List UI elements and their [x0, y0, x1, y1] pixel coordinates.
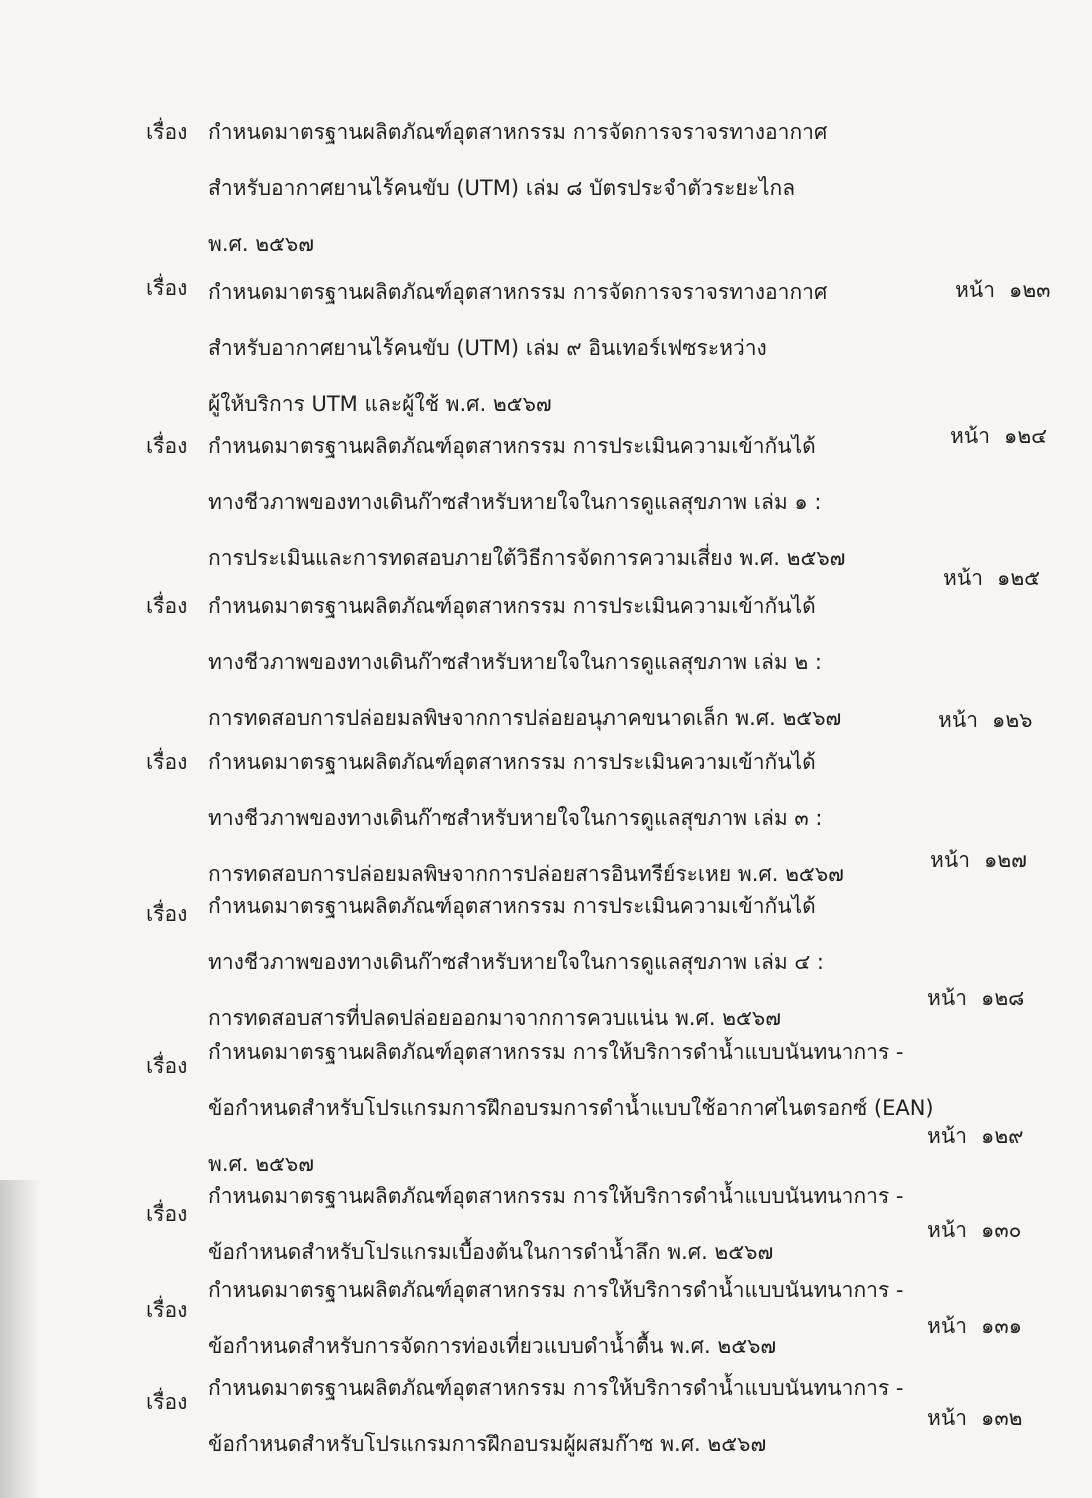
entry-label: เรื่อง	[146, 1054, 188, 1078]
page-label: หน้า	[927, 1314, 967, 1338]
page-reference	[955, 276, 1051, 304]
entry-title-line: ทางชีวภาพของทางเดินก๊าซสำหรับหายใจในการดูแลสุขภาพ เล่ม ๒ :	[208, 650, 822, 674]
page-reference	[938, 706, 1033, 734]
entry-title-line: กำหนดมาตรฐานผลิตภัณฑ์อุตสาหกรรม การให้บริการดำน้ำแบบนันทนาการ -	[208, 1278, 904, 1302]
page-label: หน้า	[927, 986, 967, 1010]
page-label: หน้า	[955, 278, 995, 302]
page-number: ๑๓๐	[981, 1218, 1022, 1242]
page-number: ๑๒๔	[1004, 424, 1048, 448]
page-label: หน้า	[938, 708, 978, 732]
entry-title-line: กำหนดมาตรฐานผลิตภัณฑ์อุตสาหกรรม การจัดการจราจรทางอากาศ	[208, 120, 828, 144]
entry-title-line: ข้อกำหนดสำหรับโปรแกรมการฝึกอบรมการดำน้ำแบบใช้อากาศไนตรอกซ์ (EAN)	[208, 1096, 934, 1120]
entry-title-line: สำหรับอากาศยานไร้คนขับ (UTM) เล่ม ๙ อินเทอร์เฟซระหว่าง	[208, 336, 767, 360]
page-reference	[927, 1312, 1022, 1340]
entry-title-line: ข้อกำหนดสำหรับโปรแกรมเบื้องต้นในการดำน้ำลึก พ.ศ. ๒๕๖๗	[208, 1240, 774, 1264]
entry-label: เรื่อง	[146, 594, 188, 618]
entry-title-line: ข้อกำหนดสำหรับการจัดการท่องเที่ยวแบบดำน้ำตื้น พ.ศ. ๒๕๖๗	[208, 1334, 777, 1358]
entry-title	[208, 592, 928, 760]
entry-title-line: พ.ศ. ๒๕๖๗	[208, 1152, 315, 1176]
entry-title-line: พ.ศ. ๒๕๖๗	[208, 232, 315, 256]
page-label: หน้า	[927, 1218, 967, 1242]
page-number: ๑๒๕	[997, 566, 1041, 590]
entry-title-line: กำหนดมาตรฐานผลิตภัณฑ์อุตสาหกรรม การประเมินความเข้ากันได้	[208, 750, 816, 774]
entry-title	[208, 1276, 928, 1388]
page-reference	[950, 422, 1047, 450]
entry-title-line: การทดสอบการปล่อยมลพิษจากการปล่อยสารอินทรีย์ระเหย พ.ศ. ๒๕๖๗	[208, 862, 844, 886]
entry-label: เรื่อง	[146, 902, 188, 926]
page-label: หน้า	[927, 1406, 967, 1430]
entry-title-line: กำหนดมาตรฐานผลิตภัณฑ์อุตสาหกรรม การประเมินความเข้ากันได้	[208, 594, 816, 618]
entry-title	[208, 432, 928, 600]
entry-label: เรื่อง	[146, 1202, 188, 1226]
entry-title-line: กำหนดมาตรฐานผลิตภัณฑ์อุตสาหกรรม การให้บริการดำน้ำแบบนันทนาการ -	[208, 1040, 904, 1064]
page-number: ๑๓๑	[981, 1314, 1023, 1338]
page-label: หน้า	[927, 1124, 967, 1148]
page-reference	[927, 1404, 1023, 1432]
page-number: ๑๓๒	[981, 1406, 1023, 1430]
entry-title	[208, 892, 928, 1060]
entry-title-line: กำหนดมาตรฐานผลิตภัณฑ์อุตสาหกรรม การให้บริการดำน้ำแบบนันทนาการ -	[208, 1376, 904, 1400]
entry-label: เรื่อง	[146, 120, 188, 144]
entry-title	[208, 1038, 934, 1206]
entry-title-line: การทดสอบการปล่อยมลพิษจากการปล่อยอนุภาคขนาดเล็ก พ.ศ. ๒๕๖๗	[208, 706, 842, 730]
page-number: ๑๒๘	[981, 986, 1025, 1010]
page-reference	[943, 564, 1040, 592]
entry-title-line: กำหนดมาตรฐานผลิตภัณฑ์อุตสาหกรรม การประเมินความเข้ากันได้	[208, 434, 816, 458]
entry-title-line: สำหรับอากาศยานไร้คนขับ (UTM) เล่ม ๘ บัตรประจำตัวระยะไกล	[208, 176, 796, 200]
entry-label: เรื่อง	[146, 1298, 188, 1322]
page-label: หน้า	[950, 424, 990, 448]
page-reference	[927, 984, 1024, 1012]
entry-title-line: กำหนดมาตรฐานผลิตภัณฑ์อุตสาหกรรม การให้บริการดำน้ำแบบนันทนาการ -	[208, 1184, 904, 1208]
entry-title	[208, 278, 928, 446]
entry-title-line: กำหนดมาตรฐานผลิตภัณฑ์อุตสาหกรรม การจัดการจราจรทางอากาศ	[208, 280, 828, 304]
page-number: ๑๒๓	[1009, 278, 1051, 302]
entry-title-line: การทดสอบสารที่ปลดปล่อยออกมาจากการควบแน่น พ.ศ. ๒๕๖๗	[208, 1006, 782, 1030]
page-number: ๑๒๗	[984, 848, 1027, 872]
entry-label: เรื่อง	[146, 1390, 188, 1414]
entry-label: เรื่อง	[146, 434, 188, 458]
entry-title-line: การประเมินและการทดสอบภายใต้วิธีการจัดการความเสี่ยง พ.ศ. ๒๕๖๗	[208, 546, 846, 570]
page-number: ๑๒๙	[981, 1124, 1024, 1148]
entry-title	[208, 1374, 928, 1486]
page-reference	[927, 1122, 1024, 1150]
page-reference	[930, 846, 1027, 874]
entry-title-line: ทางชีวภาพของทางเดินก๊าซสำหรับหายใจในการดูแลสุขภาพ เล่ม ๔ :	[208, 950, 824, 974]
entry-title-line: ข้อกำหนดสำหรับโปรแกรมการฝึกอบรมผู้ผสมก๊าซ พ.ศ. ๒๕๖๗	[208, 1432, 767, 1456]
entry-title	[208, 118, 928, 286]
entry-title-line: กำหนดมาตรฐานผลิตภัณฑ์อุตสาหกรรม การประเมินความเข้ากันได้	[208, 894, 816, 918]
page-number: ๑๒๖	[992, 708, 1033, 732]
page-label: หน้า	[943, 566, 983, 590]
entry-label: เรื่อง	[146, 276, 188, 300]
entry-title-line: ทางชีวภาพของทางเดินก๊าซสำหรับหายใจในการดูแลสุขภาพ เล่ม ๑ :	[208, 490, 822, 514]
entry-label: เรื่อง	[146, 750, 188, 774]
page-label: หน้า	[930, 848, 970, 872]
entry-title-line: ทางชีวภาพของทางเดินก๊าซสำหรับหายใจในการดูแลสุขภาพ เล่ม ๓ :	[208, 806, 823, 830]
entry-title-line: ผู้ให้บริการ UTM และผู้ใช้ พ.ศ. ๒๕๖๗	[208, 392, 552, 416]
page-edge-shadow	[0, 1180, 40, 1498]
entry-title	[208, 748, 928, 916]
page-reference	[927, 1216, 1022, 1244]
